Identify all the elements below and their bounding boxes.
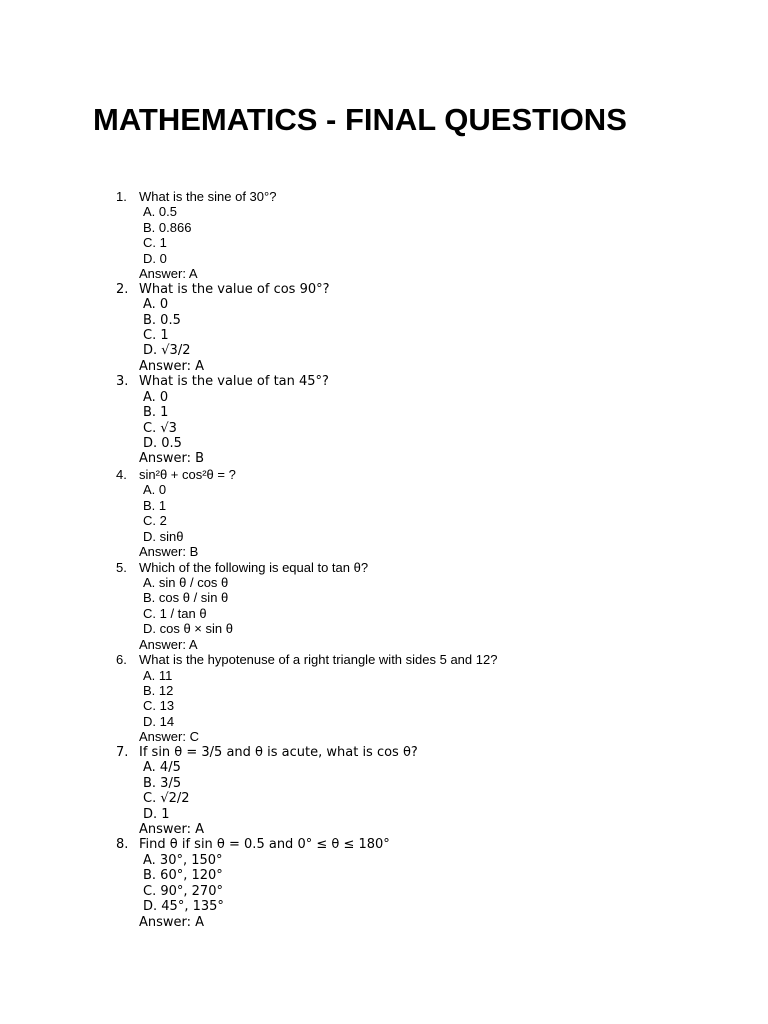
option-c: C. 90°, 270°: [143, 883, 223, 899]
option-b: B. 0.5: [143, 312, 181, 328]
option-c: C. 2: [143, 513, 167, 529]
question-6: [0, 652, 768, 745]
question-number: 3.: [116, 374, 129, 390]
option-a: A. 4/5: [143, 760, 181, 776]
option-b: B. 1: [143, 405, 169, 421]
option-d: D. 0: [143, 250, 167, 266]
option-c: C. 1 / tan θ: [143, 605, 207, 621]
answer-key: Answer: C: [139, 729, 199, 745]
option-b: B. 1: [143, 497, 167, 513]
question-text: sin²θ + cos²θ = ?: [139, 466, 236, 482]
option-a: A. 0: [143, 297, 169, 313]
question-list: [0, 189, 768, 930]
option-c: C. 1: [143, 327, 169, 343]
document-title: MATHEMATICS - FINAL QUESTIONS: [93, 102, 627, 137]
question-text: What is the value of tan 45°?: [139, 374, 329, 390]
question-7: [0, 745, 768, 838]
option-d: D. sinθ: [143, 528, 184, 544]
option-c: C. √2/2: [143, 791, 190, 807]
option-a: A. 30°, 150°: [143, 852, 223, 868]
question-3: [0, 374, 768, 467]
question-text: Which of the following is equal to tan θ?: [139, 559, 369, 575]
answer-key: Answer: B: [139, 544, 199, 560]
question-text: What is the sine of 30°?: [139, 189, 277, 204]
answer-key: Answer: A: [139, 636, 198, 652]
option-b: B. 12: [143, 683, 174, 698]
option-d: D. √3/2: [143, 343, 191, 359]
answer-key: Answer: A: [139, 358, 205, 374]
question-number: 4.: [116, 466, 127, 482]
question-8: [0, 837, 768, 930]
answer-key: Answer: A: [139, 821, 205, 837]
question-text: If sin θ = 3/5 and θ is acute, what is cos θ?: [139, 744, 418, 760]
option-c: C. 1: [143, 235, 167, 251]
question-2: [0, 282, 768, 375]
question-text: What is the value of cos 90°?: [139, 281, 330, 297]
question-number: 6.: [116, 652, 127, 668]
option-a: A. 0: [143, 482, 167, 498]
option-a: A. 11: [143, 667, 173, 683]
option-a: A. sin θ / cos θ: [143, 574, 229, 590]
option-a: A. 0.5: [143, 204, 177, 220]
question-text: Find θ if sin θ = 0.5 and 0° ≤ θ ≤ 180°: [139, 837, 390, 853]
option-d: D. 0.5: [143, 436, 182, 451]
answer-key: Answer: B: [139, 451, 205, 467]
question-number: 8.: [116, 837, 129, 853]
question-text: What is the hypotenuse of a right triangle with sides 5 and 12?: [139, 652, 498, 668]
question-5: [0, 560, 768, 653]
question-4: [0, 467, 768, 560]
question-number: 5.: [116, 559, 127, 575]
option-d: D. cos θ × sin θ: [143, 621, 233, 637]
question-number: 7.: [116, 744, 129, 760]
option-b: B. 3/5: [143, 775, 182, 791]
answer-key: Answer: A: [139, 266, 198, 282]
question-number: 2.: [116, 281, 129, 297]
option-c: C. √3: [143, 420, 177, 436]
question-1: [0, 189, 768, 282]
option-d: D. 1: [143, 806, 170, 822]
option-d: D. 14: [143, 713, 175, 729]
question-number: 1.: [116, 189, 127, 204]
option-b: B. cos θ / sin θ: [143, 590, 229, 606]
option-b: B. 60°, 120°: [143, 868, 223, 884]
option-c: C. 13: [143, 698, 175, 714]
option-b: B. 0.866: [143, 219, 192, 235]
option-a: A. 0: [143, 389, 169, 405]
option-d: D. 45°, 135°: [143, 899, 224, 915]
answer-key: Answer: A: [139, 914, 205, 930]
